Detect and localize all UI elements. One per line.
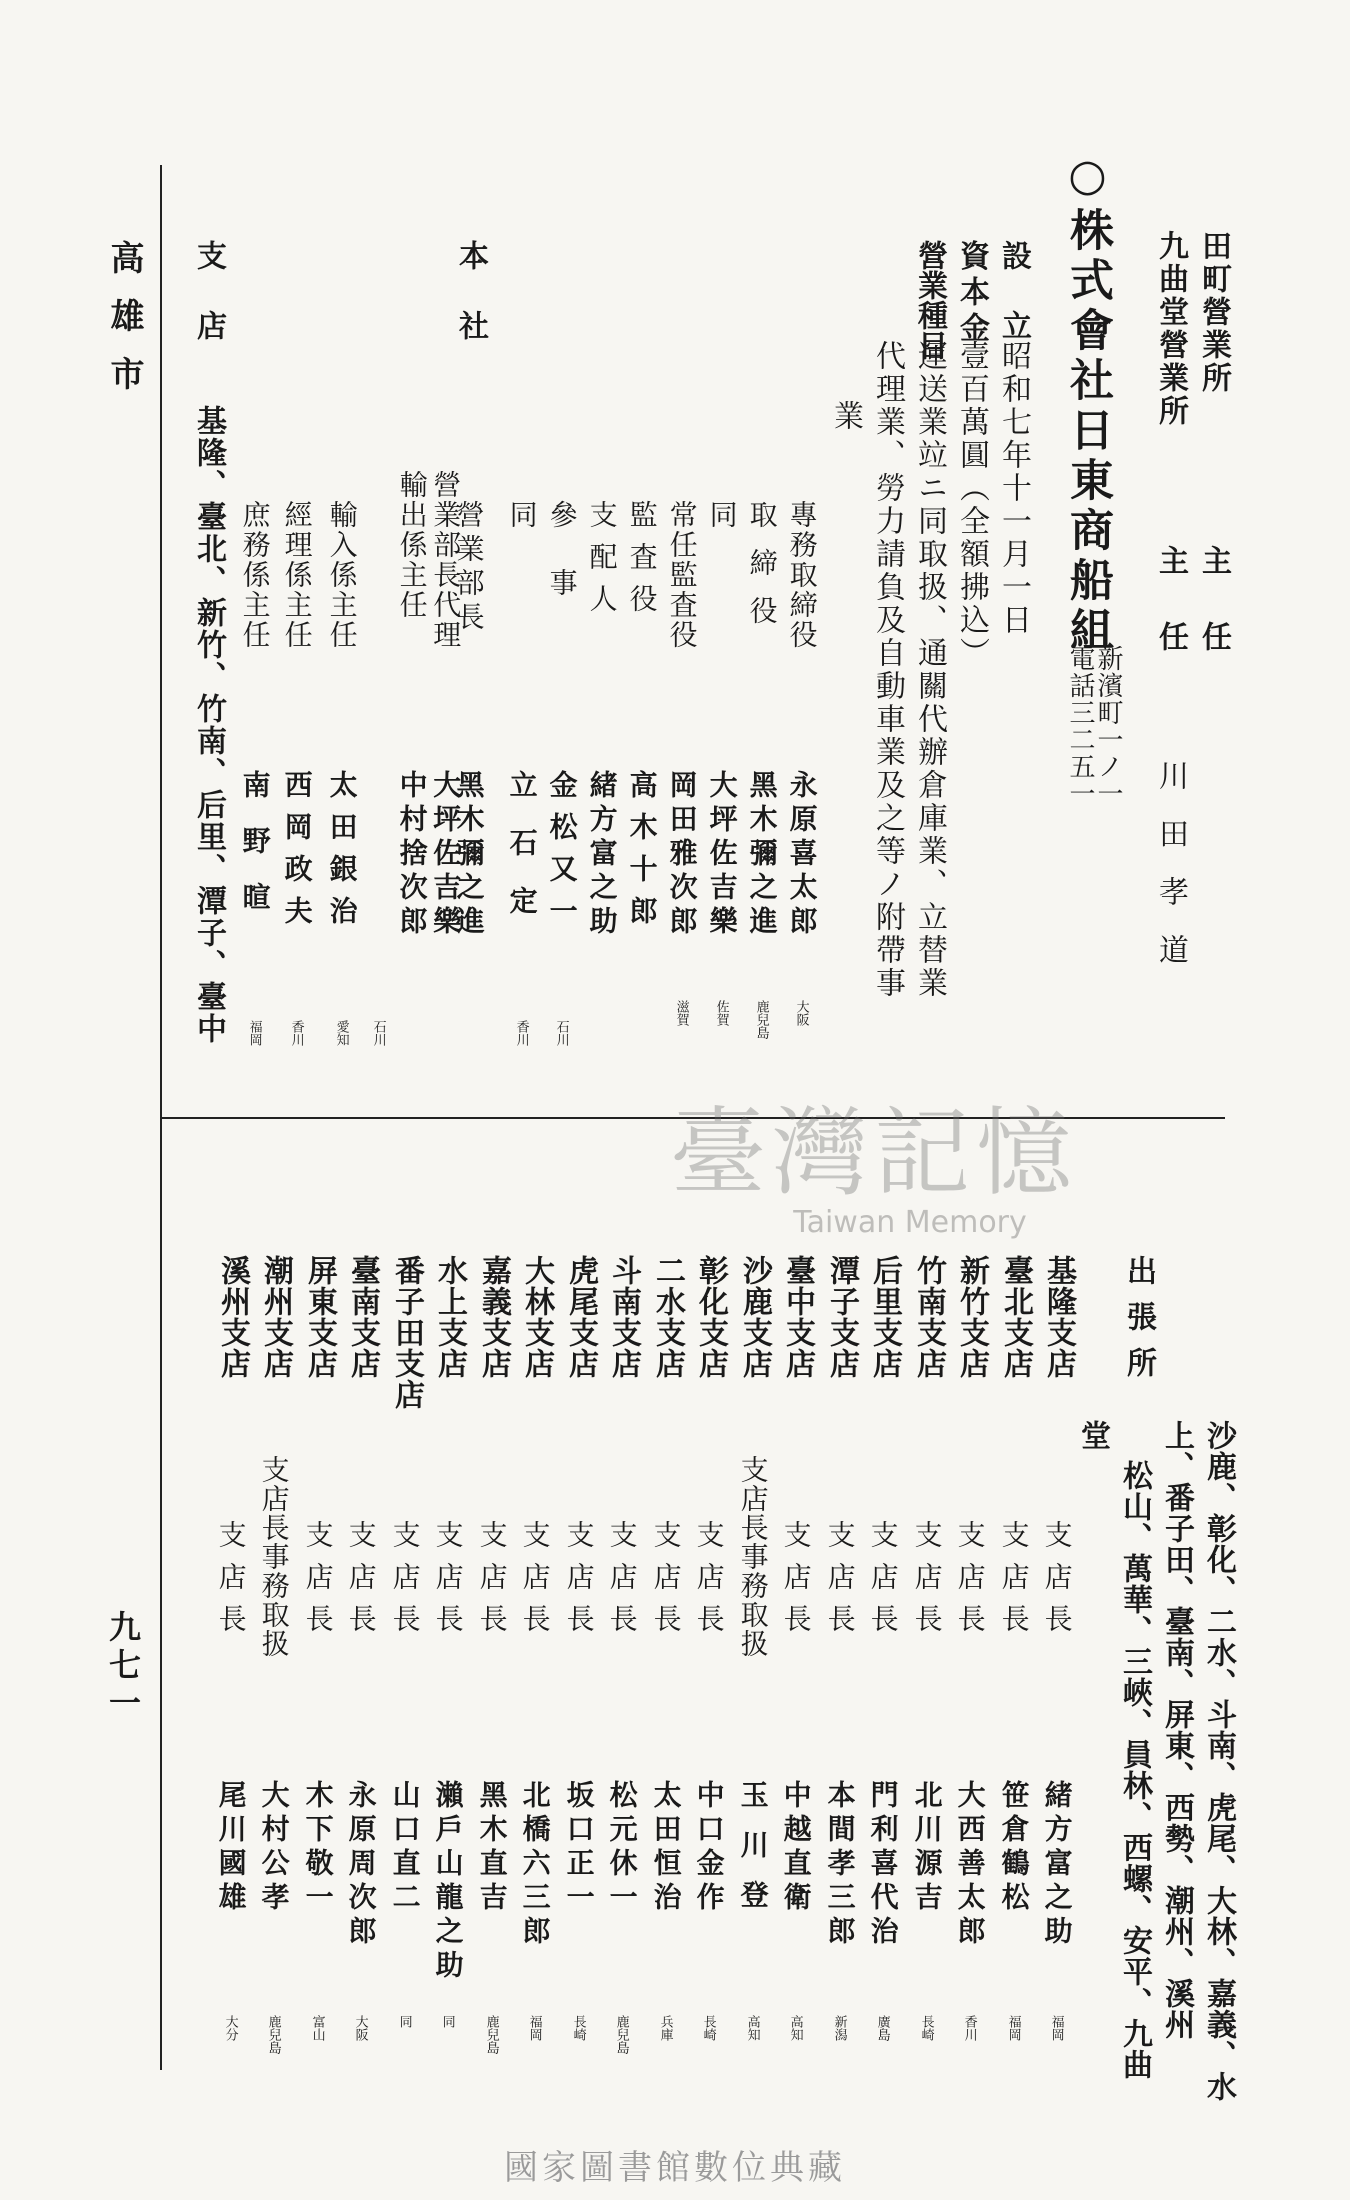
branch-manager-pref: 新潟 [831, 2015, 847, 2041]
branch-manager-name: 太田恒治 [649, 1780, 683, 1916]
business-label: 營業種目 [912, 240, 947, 360]
branch-role: 支店長 [649, 1520, 683, 1646]
top-office-2: 九曲堂營業所 [1153, 230, 1188, 428]
branch-name: 虎尾支店 [563, 1255, 598, 1379]
branch-manager-name: 黑木直吉 [475, 1780, 509, 1916]
branch-role: 支店長 [692, 1520, 726, 1646]
shucchojo-list-3: 松山、萬華、三峽、員林、西螺、安平、九曲 [1117, 1460, 1152, 2080]
officer-8-pref: 香川 [513, 1020, 529, 1046]
branch-role: 支店長 [562, 1520, 596, 1646]
officer-8-name: 立石定 [505, 770, 539, 944]
branch-manager-name: 中越直衛 [779, 1780, 813, 1916]
business-line-2: 代理業、勞力請負及自動車業及之等ノ附帶事 [870, 340, 905, 1000]
branch-manager-name: 北川源吉 [910, 1780, 944, 1916]
branch-manager-name: 大村公孝 [257, 1780, 291, 1916]
company-title: ○株式會社日東商船組 [1062, 150, 1113, 657]
branch-manager-pref: 鹿兒島 [483, 2015, 499, 2054]
branch-role: 支店長 [910, 1520, 944, 1646]
officer-1-name: 永原喜太郎 [785, 770, 819, 940]
officer-12-pref: 香川 [288, 1020, 304, 1046]
capital-value: 壹百萬圓（全額拂込） [954, 340, 989, 670]
officer-12-name: 西岡政夫 [280, 770, 314, 938]
officer-5-name: 高木十郎 [625, 770, 659, 938]
branch-name: 嘉義支店 [476, 1255, 511, 1379]
officer-13-name: 南野暄 [238, 770, 272, 938]
page-number: 九七一 [104, 1610, 142, 1724]
branch-name: 沙鹿支店 [737, 1255, 772, 1379]
page-header-city: 高雄市 [104, 240, 144, 414]
top-office-2-role: 主任 [1153, 545, 1188, 697]
branch-manager-pref: 兵庫 [657, 2015, 673, 2041]
branch-role: 支店長 [605, 1520, 639, 1646]
officer-2-role: 取締役 [745, 500, 779, 644]
branch-manager-pref: 長崎 [570, 2015, 586, 2041]
branch-role: 支店長 [214, 1520, 248, 1646]
branch-name: 番子田支店 [389, 1255, 424, 1410]
branch-role: 支店長 [953, 1520, 987, 1646]
officer-9-role: 營業部長 [452, 500, 486, 636]
branch-manager-pref: 長崎 [918, 2015, 934, 2041]
officer-8-role: 同 [505, 500, 539, 530]
officer-1-pref: 大阪 [793, 1000, 809, 1026]
branch-name: 新竹支店 [954, 1255, 989, 1379]
officer-3-name: 大坪佐吉樂 [705, 770, 739, 940]
branch-manager-name: 笹倉鶴松 [997, 1780, 1031, 1916]
branch-name: 竹南支店 [911, 1255, 946, 1379]
officer-11-name: 太田銀治 [325, 770, 359, 938]
officer-4-name: 岡田雅次郎 [665, 770, 699, 940]
branch-manager-pref: 高知 [787, 2015, 803, 2041]
branch-manager-name: 中口金作 [692, 1780, 726, 1916]
branch-name: 臺中支店 [780, 1255, 815, 1379]
business-line-1: 運送業竝ニ同取扱、通關代辦倉庫業、立替業 [912, 340, 947, 1000]
branch-manager-name: 緒方富之助 [1040, 1780, 1074, 1950]
officer-7-role: 參事 [545, 500, 579, 636]
branch-manager-pref: 福岡 [1048, 2015, 1064, 2041]
branch-manager-pref: 廣島 [874, 2015, 890, 2041]
branch-role: 支店長 [388, 1520, 422, 1646]
branch-manager-pref: 鹿兒島 [265, 2015, 281, 2054]
officer-3-role: 同 [705, 500, 739, 530]
branch-name: 二水支店 [650, 1255, 685, 1379]
branch-name: 潮州支店 [258, 1255, 293, 1379]
branch-manager-pref: 長崎 [700, 2015, 716, 2041]
branch-manager-pref: 高知 [744, 2015, 760, 2041]
officer-2-name: 黑木彌之進 [745, 770, 779, 940]
officer-13-role: 庶務係主任 [238, 500, 272, 650]
branch-name: 基隆支店 [1041, 1255, 1076, 1379]
shucchojo-list-4: 堂 [1075, 1420, 1110, 1453]
officer-10-name: 大坪佐吉樂 中村捨次郎 [395, 770, 463, 940]
branch-role: 支店長 [823, 1520, 857, 1646]
officer-6-name: 緒方富之助 [585, 770, 619, 940]
branch-name: 溪州支店 [215, 1255, 250, 1379]
branch-manager-name: 大西善太郎 [953, 1780, 987, 1950]
branch-manager-pref: 福岡 [526, 2015, 542, 2041]
shucchojo-label: 出張所 [1121, 1255, 1156, 1393]
branch-manager-pref: 大分 [222, 2015, 238, 2041]
branch-role: 支店長 [301, 1520, 335, 1646]
branch-manager-name: 北橋六三郎 [518, 1780, 552, 1950]
branch-role: 支店長 [431, 1520, 465, 1646]
business-line-3: 業 [828, 400, 863, 433]
officer-4-role: 常任監査役 [665, 500, 699, 650]
branch-name: 斗南支店 [606, 1255, 641, 1379]
officer-6-role: 支配人 [585, 500, 619, 626]
branch-manager-name: 玉川登 [736, 1780, 770, 1930]
branch-role: 支店長事務取扱 [736, 1455, 770, 1658]
branch-manager-name: 永原周次郎 [344, 1780, 378, 1950]
branch-name: 屏東支店 [302, 1255, 337, 1379]
top-office-2-name: 川田孝道 [1153, 760, 1188, 992]
watermark [670, 1097, 1150, 1240]
officer-10-role: 營業部長代理 輸出係主任 [395, 470, 463, 650]
shiten-list: 基隆、臺北、新竹、竹南、后里、潭子、臺中 [191, 405, 226, 1045]
branch-manager-name: 本間孝三郎 [823, 1780, 857, 1950]
branch-role: 支店長 [344, 1520, 378, 1646]
shiten-label: 支店 [191, 240, 226, 380]
officer-5-role: 監査役 [625, 500, 659, 626]
branch-role: 支店長 [866, 1520, 900, 1646]
branch-role: 支店長 [779, 1520, 813, 1646]
branch-role: 支店長 [1040, 1520, 1074, 1646]
top-office-1: 田町營業所 [1196, 230, 1231, 395]
branch-manager-name: 山口直二 [388, 1780, 422, 1916]
footer-credit: 國家圖書館數位典藏 [504, 2148, 846, 2188]
branch-manager-name: 木下敬一 [301, 1780, 335, 1916]
shucchojo-list-2: 上、番子田、臺南、屏東、西勢、潮州、溪州 [1159, 1420, 1194, 2040]
established-label: 設立 [996, 240, 1031, 380]
officer-3-pref: 佐賀 [713, 1000, 729, 1026]
officer-4-pref: 滋賀 [673, 1000, 689, 1026]
branch-name: 彰化支店 [693, 1255, 728, 1379]
watermark-main: 臺灣記憶 [670, 1097, 1078, 1209]
branch-name: 后里支店 [867, 1255, 902, 1379]
branch-name: 潭子支店 [824, 1255, 859, 1379]
branch-name: 大林支店 [519, 1255, 554, 1379]
branch-manager-name: 門利喜代治 [866, 1780, 900, 1950]
watermark-sub: Taiwan Memory [793, 1205, 1027, 1240]
officer-7-pref: 石川 [553, 1020, 569, 1046]
branch-manager-pref: 富山 [309, 2015, 325, 2041]
branch-manager-pref: 同 [396, 2015, 412, 2028]
branch-role: 支店長事務取扱 [257, 1455, 291, 1658]
branch-manager-name: 松元休一 [605, 1780, 639, 1916]
company-address: 新濱町一ノ一 [1093, 645, 1123, 807]
top-office-1-role: 主任 [1196, 545, 1231, 697]
shucchojo-list-1: 沙鹿、彰化、二水、斗南、虎尾、大林、嘉義、水 [1201, 1420, 1236, 2102]
company-phone: 電話三二五一 [1065, 645, 1095, 807]
officer-12-role: 經理係主任 [280, 500, 314, 650]
branch-manager-pref: 大阪 [352, 2015, 368, 2041]
officer-2-pref: 鹿兒島 [753, 1000, 769, 1039]
officer-13-pref: 福岡 [246, 1020, 262, 1046]
officer-10-pref: 石川 [370, 1020, 386, 1046]
officer-11-role: 輸入係主任 [325, 500, 359, 650]
branch-role: 支店長 [475, 1520, 509, 1646]
branch-role: 支店長 [997, 1520, 1031, 1646]
branch-manager-name: 坂口正一 [562, 1780, 596, 1916]
branch-name: 水上支店 [432, 1255, 467, 1379]
branch-manager-name: 尾川國雄 [214, 1780, 248, 1916]
officer-9-name: 黑木彌之進 [452, 770, 486, 940]
branch-manager-pref: 香川 [961, 2015, 977, 2041]
branch-manager-name: 瀨戶山龍之助 [431, 1780, 465, 1984]
capital-label: 資本金 [954, 240, 989, 348]
branch-name: 臺南支店 [345, 1255, 380, 1379]
honsha-label: 本社 [453, 240, 488, 380]
established-date: 昭和七年十一月一日 [996, 340, 1031, 637]
branch-manager-pref: 福岡 [1005, 2015, 1021, 2041]
officer-1-role: 專務取締役 [785, 500, 819, 650]
branch-manager-pref: 同 [439, 2015, 455, 2028]
officer-7-name: 金松又一 [545, 770, 579, 938]
branch-name: 臺北支店 [998, 1255, 1033, 1379]
officer-11-pref: 愛知 [333, 1020, 349, 1046]
branch-role: 支店長 [518, 1520, 552, 1646]
branch-manager-pref: 鹿兒島 [613, 2015, 629, 2054]
